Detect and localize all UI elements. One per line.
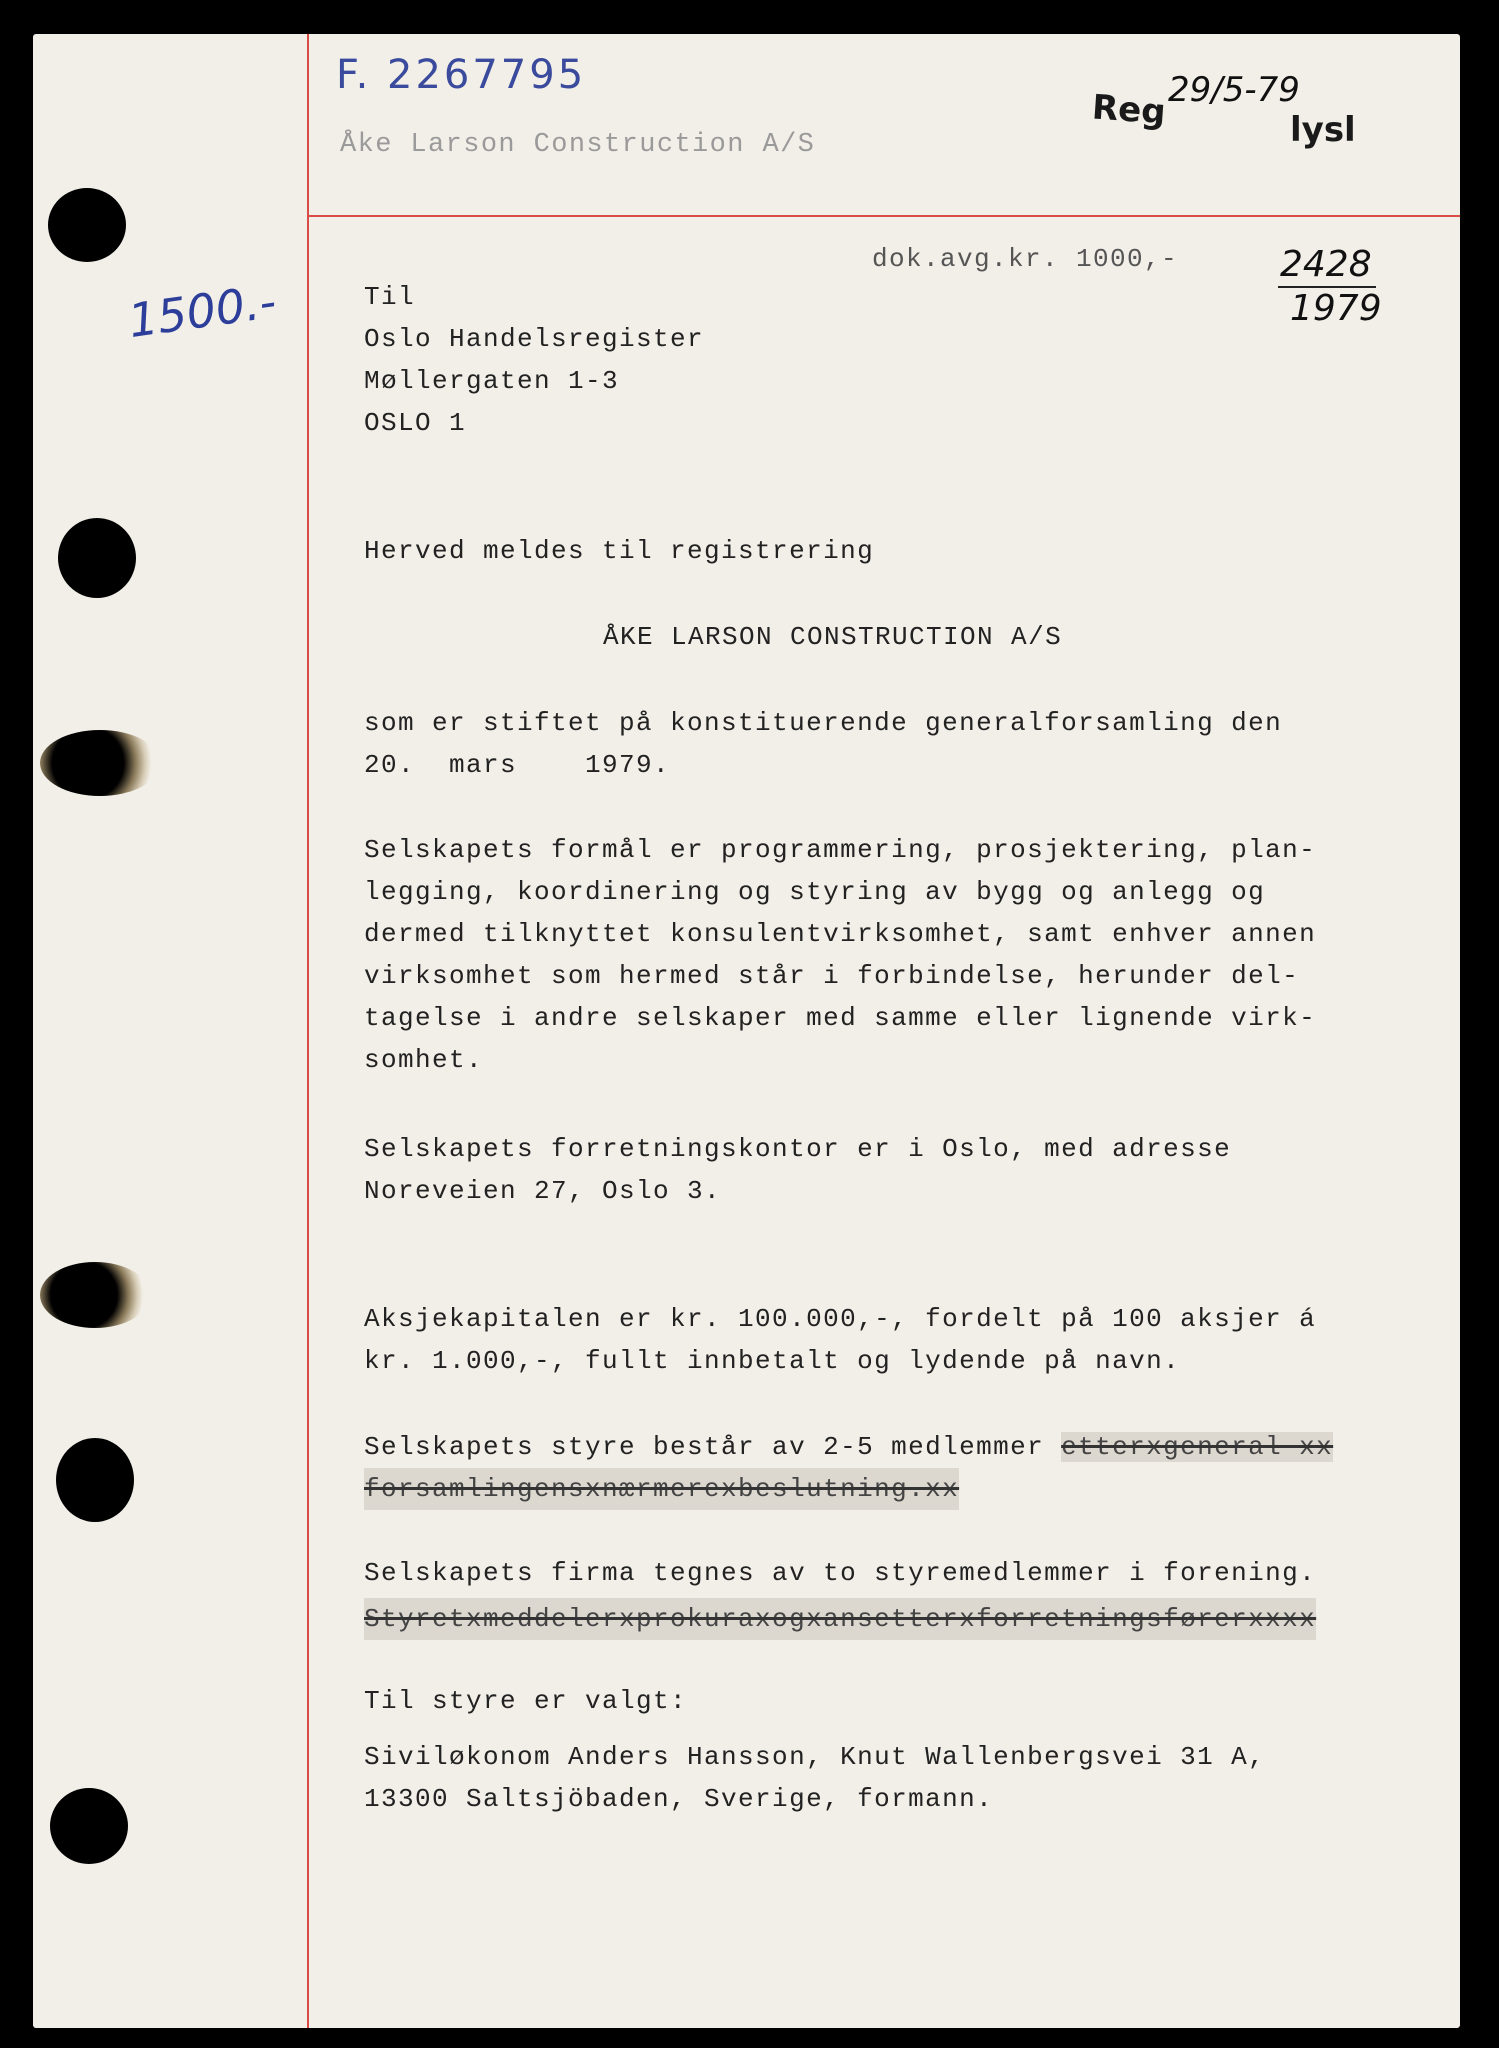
paragraph-line: legging, koordinering og styring av bygg og anlegg og bbox=[364, 877, 1266, 907]
paragraph-line bbox=[364, 1426, 1333, 1468]
struck-text: Styretxmeddelerxprokuraxogxansetterxforretningsførerxxxx bbox=[364, 1598, 1316, 1640]
torn-punch-hole bbox=[40, 1262, 150, 1328]
recipient-line: Møllergaten 1-3 bbox=[364, 366, 620, 396]
recipient-line: Oslo Handelsregister bbox=[364, 324, 705, 354]
registration-stamp-prefix: Reg bbox=[1090, 87, 1167, 133]
registration-initials: lysl bbox=[1290, 110, 1356, 150]
paragraph-line: Selskapets formål er programmering, prosjektering, plan- bbox=[364, 835, 1317, 865]
struck-text: etterxgeneral-xx bbox=[1061, 1432, 1334, 1462]
recipient-line: Til bbox=[364, 282, 416, 312]
paragraph-line: virksomhet som hermed står i forbindelse, herunder del- bbox=[364, 961, 1300, 991]
board-size-text: Selskapets styre består av 2-5 medlemmer bbox=[364, 1432, 1062, 1462]
paragraph-line: Selskapets firma tegnes av to styremedlemmer i forening. bbox=[364, 1558, 1317, 1588]
struck-text: forsamlingensxnærmerexbeslutning.xx bbox=[364, 1468, 959, 1510]
paragraph-line: Selskapets forretningskontor er i Oslo, med adresse bbox=[364, 1134, 1232, 1164]
letterhead: Åke Larson Construction A/S bbox=[340, 130, 816, 160]
paragraph-line: dermed tilknyttet konsulentvirksomhet, samt enhver annen bbox=[364, 919, 1317, 949]
margin-line-vertical bbox=[307, 34, 309, 2028]
paragraph-line: som er stiftet på konstituerende generalforsamling den bbox=[364, 708, 1283, 738]
paragraph-line: Aksjekapitalen er kr. 100.000,-, fordelt på 100 aksjer á bbox=[364, 1304, 1317, 1334]
paragraph-line: 20. mars 1979. bbox=[364, 750, 671, 780]
paragraph-line: tagelse i andre selskaper med samme eller lignende virk- bbox=[364, 1003, 1317, 1033]
paragraph-line: kr. 1.000,-, fullt innbetalt og lydende på navn. bbox=[364, 1346, 1181, 1376]
paragraph-line: somhet. bbox=[364, 1045, 484, 1075]
punch-hole bbox=[48, 188, 126, 262]
journal-number-top: 2428 bbox=[1280, 244, 1372, 285]
torn-punch-hole bbox=[40, 730, 160, 796]
amount-handwritten: 1500.- bbox=[124, 273, 280, 349]
margin-line-horizontal bbox=[307, 215, 1460, 217]
journal-number-bottom: 1979 bbox=[1290, 288, 1382, 329]
file-number-handwritten: F. 2267795 bbox=[336, 52, 587, 98]
elected-heading: Til styre er valgt: bbox=[364, 1686, 688, 1716]
intro-text: Herved meldes til registrering bbox=[364, 536, 875, 566]
punch-hole bbox=[56, 1438, 134, 1522]
company-name: ÅKE LARSON CONSTRUCTION A/S bbox=[603, 622, 1063, 652]
paragraph-line: Siviløkonom Anders Hansson, Knut Wallenbergsvei 31 A, bbox=[364, 1742, 1266, 1772]
registration-date-handwritten: 29/5-79 bbox=[1168, 70, 1300, 110]
paragraph-line: Noreveien 27, Oslo 3. bbox=[364, 1176, 722, 1206]
recipient-line: OSLO 1 bbox=[364, 408, 467, 438]
document-fee: dok.avg.kr. 1000,- bbox=[872, 244, 1179, 274]
punch-hole bbox=[50, 1788, 128, 1864]
paragraph-line: 13300 Saltsjöbaden, Sverige, formann. bbox=[364, 1784, 994, 1814]
punch-hole bbox=[58, 518, 136, 598]
